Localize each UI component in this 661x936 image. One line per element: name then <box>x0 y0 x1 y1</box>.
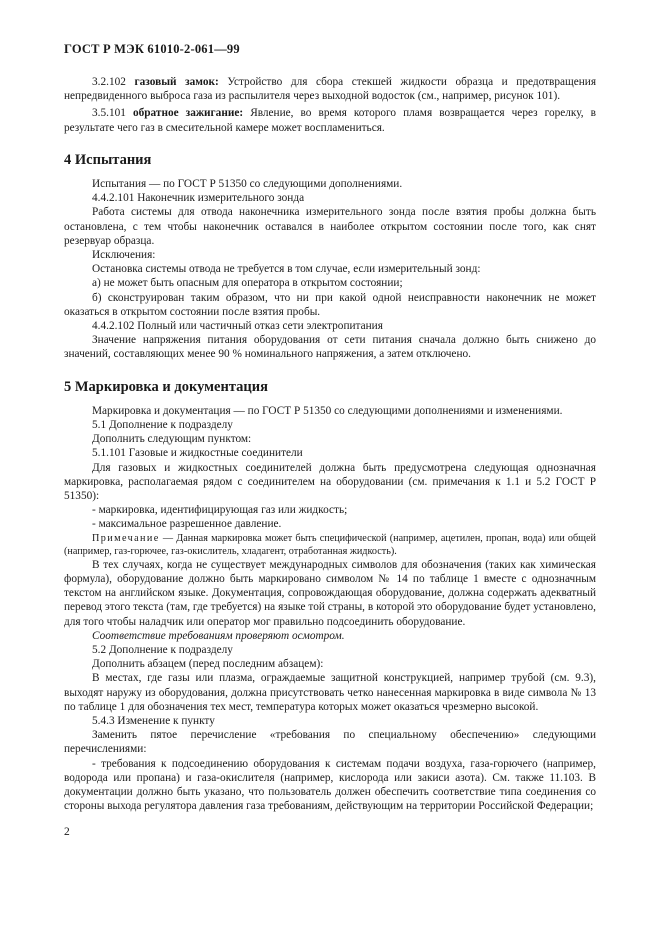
dash-item: - маркировка, идентифицирующая газ или жидкость; <box>92 504 348 517</box>
section-5-title: 5 Маркировка и документация <box>64 378 268 395</box>
clause-4-4-2-102-heading: 4.4.2.102 Полный или частичный отказ сети электропитания <box>92 320 383 333</box>
note-label: Примечание <box>92 532 160 544</box>
section-4-intro: Испытания — по ГОСТ Р 51350 со следующими дополнениями. <box>92 178 403 191</box>
instruction: Дополнить следующим пунктом: <box>92 433 252 446</box>
clause-number: 3.5.101 <box>92 107 126 120</box>
paragraph: В местах, где газы или плазма, ограждаемые защитной конструкцией, например трубой (см. 9.3), выходят наружу из оборудования, должна присутствовать четко нанесенная маркировка в виде символа № 13 по таблице 1 для обозначения тех мест, температура которых может оказаться чрезмерно высокой. <box>64 672 596 713</box>
instruction: Дополнить абзацем (перед последним абзацем): <box>92 658 324 671</box>
section-5-intro: Маркировка и документация — по ГОСТ Р 51350 со следующими дополнениями и изменениями. <box>92 404 563 417</box>
paragraph: - требования к подсоединению оборудования к системам подачи воздуха, газа-горючего (например, водорода или пропана) и газа-окислителя (например, кислорода или закиси азота). См. также 11.103. В документации должно быть указано, что пользователь должен обеспечить соответствие типа соединения со стороны выхода регулятора давления газа требованиям, действующим на территории Российской Федерации; <box>64 757 596 813</box>
page-number: 2 <box>64 826 70 838</box>
paragraph: В тех случаях, когда не существует международных символов для обозначения (таких как химическая формула), оборудование должно быть маркировано символом № 14 по таблице 1 вместе с однозначным текстом на английском языке. Документация, сопровождающая оборудование, должна содержать адекватный перевод этого текста (там, где требуется) на языке той страны, в которой это оборудование будет установлено, для того чтобы наладчик или оператор мог правильно подсоединить оборудование. <box>64 558 596 628</box>
section-4-title: 4 Испытания <box>64 151 152 168</box>
clause-4-4-2-101-heading: 4.4.2.101 Наконечник измерительного зонда <box>92 192 305 205</box>
paragraph: Работа системы для отвода наконечника измерительного зонда после взятия пробы должна быть остановлена, с тем чтобы наконечник оставался в наиболее открытом состоянии после того, как снят резервуар образца. <box>64 206 596 247</box>
dash-item: - максимальное разрешенное давление. <box>92 518 282 531</box>
exceptions-label: Исключения: <box>92 249 156 262</box>
clause-number: 3.2.102 <box>92 76 126 88</box>
clause-5-1-101-heading: 5.1.101 Газовые и жидкостные соединители <box>92 447 303 460</box>
paragraph: Остановка системы отвода не требуется в том случае, если измерительный зонд: <box>92 263 481 276</box>
paragraph: Заменить пятое перечисление «требования по специальному обеспечению» следующими перечислениями: <box>64 729 596 756</box>
definition-3-2-102 <box>64 75 596 103</box>
note-text: — Данная маркировка может быть специфической (например, ацетилен, пропан, вода) или общей (например, газ-горючее, газ-окислитель, хладагент, отработанная жидкость). <box>64 532 596 557</box>
list-item-a: а) не может быть опасным для оператора в открытом состоянии; <box>92 277 403 290</box>
clause-5-2-heading: 5.2 Дополнение к подразделу <box>92 643 233 656</box>
clause-5-1-heading: 5.1 Дополнение к подразделу <box>92 419 233 432</box>
compliance-statement: Соответствие требованиям проверяют осмотром. <box>92 629 345 642</box>
term: газовый замок: <box>134 76 219 88</box>
paragraph: Значение напряжения питания оборудования от сети питания сначала должно быть снижено до значений, составляющих менее 90 % номинального напряжения, а затем отключено. <box>64 334 596 361</box>
definition-text: Явление, во время которого пламя возвращается через горелку, в результате чего газ в смесительной камере может воспламениться. <box>64 107 596 134</box>
list-item-b: б) сконструирован таким образом, что ни при какой одной неисправности наконечник не может оказаться в открытом состоянии после взятия пробы. <box>64 291 596 318</box>
definition-text: Устройство для сбора стекшей жидкости образца и предотвращения непредвиденного выброса газа из распылителя через выходной водосток (см., например, рисунок 101). <box>64 76 597 103</box>
term: обратное зажигание: <box>132 107 244 120</box>
paragraph: Для газовых и жидкостных соединителей должна быть предусмотрена следующая однозначная маркировка, располагаемая рядом с соединителем на оборудовании (см. примечания к 1.1 и 5.2 ГОСТ Р 51350): <box>64 461 596 503</box>
page-header: ГОСТ Р МЭК 61010-2-061—99 <box>64 42 240 56</box>
definition-3-5-101 <box>64 106 596 134</box>
note <box>64 532 596 558</box>
page-content <box>64 75 596 813</box>
clause-5-4-3-heading: 5.4.3 Изменение к пункту <box>92 714 215 727</box>
